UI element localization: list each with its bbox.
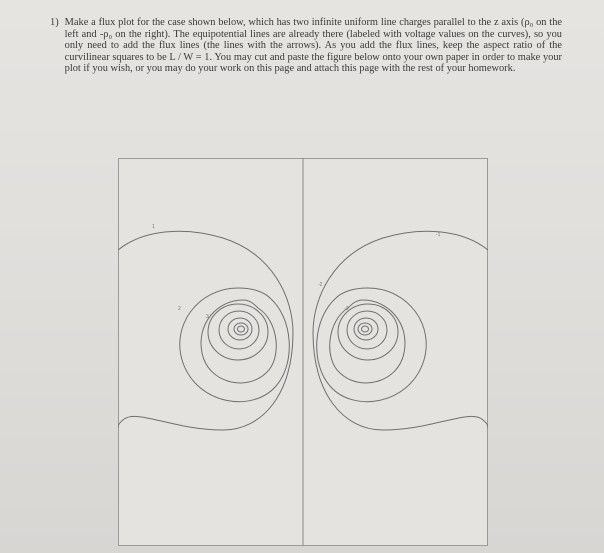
voltage-label-right-3: -3 [344, 306, 349, 312]
equipotential-figure [118, 158, 488, 546]
equipotential-plot [118, 158, 488, 546]
voltage-label-left-3: 3 [206, 314, 209, 320]
voltage-label-left-1: 1 [152, 224, 155, 230]
voltage-label-right-2: -2 [318, 282, 323, 288]
problem-number: 1) [50, 17, 59, 28]
problem-statement [50, 17, 562, 75]
voltage-label-left-2: 2 [178, 306, 181, 312]
problem-text: Make a flux plot for the case shown below, which has two infinite uniform line charges parallel to the z axis (ρ₀ on the left and -ρ₀ on the right). The equipotential lines are already there (labeled with voltage values on the curves), so you only need to add the flux lines (the lines with the arrows). As you add the flux lines, keep the aspect ratio of the curvilinear squares to be L / W = 1. You may cut and paste the figure below onto your own paper in order to make your plot if you wish, or you may do your work on this page and attach this page with the rest of your homework. [64, 17, 562, 75]
voltage-label-right-1: -1 [436, 232, 441, 238]
